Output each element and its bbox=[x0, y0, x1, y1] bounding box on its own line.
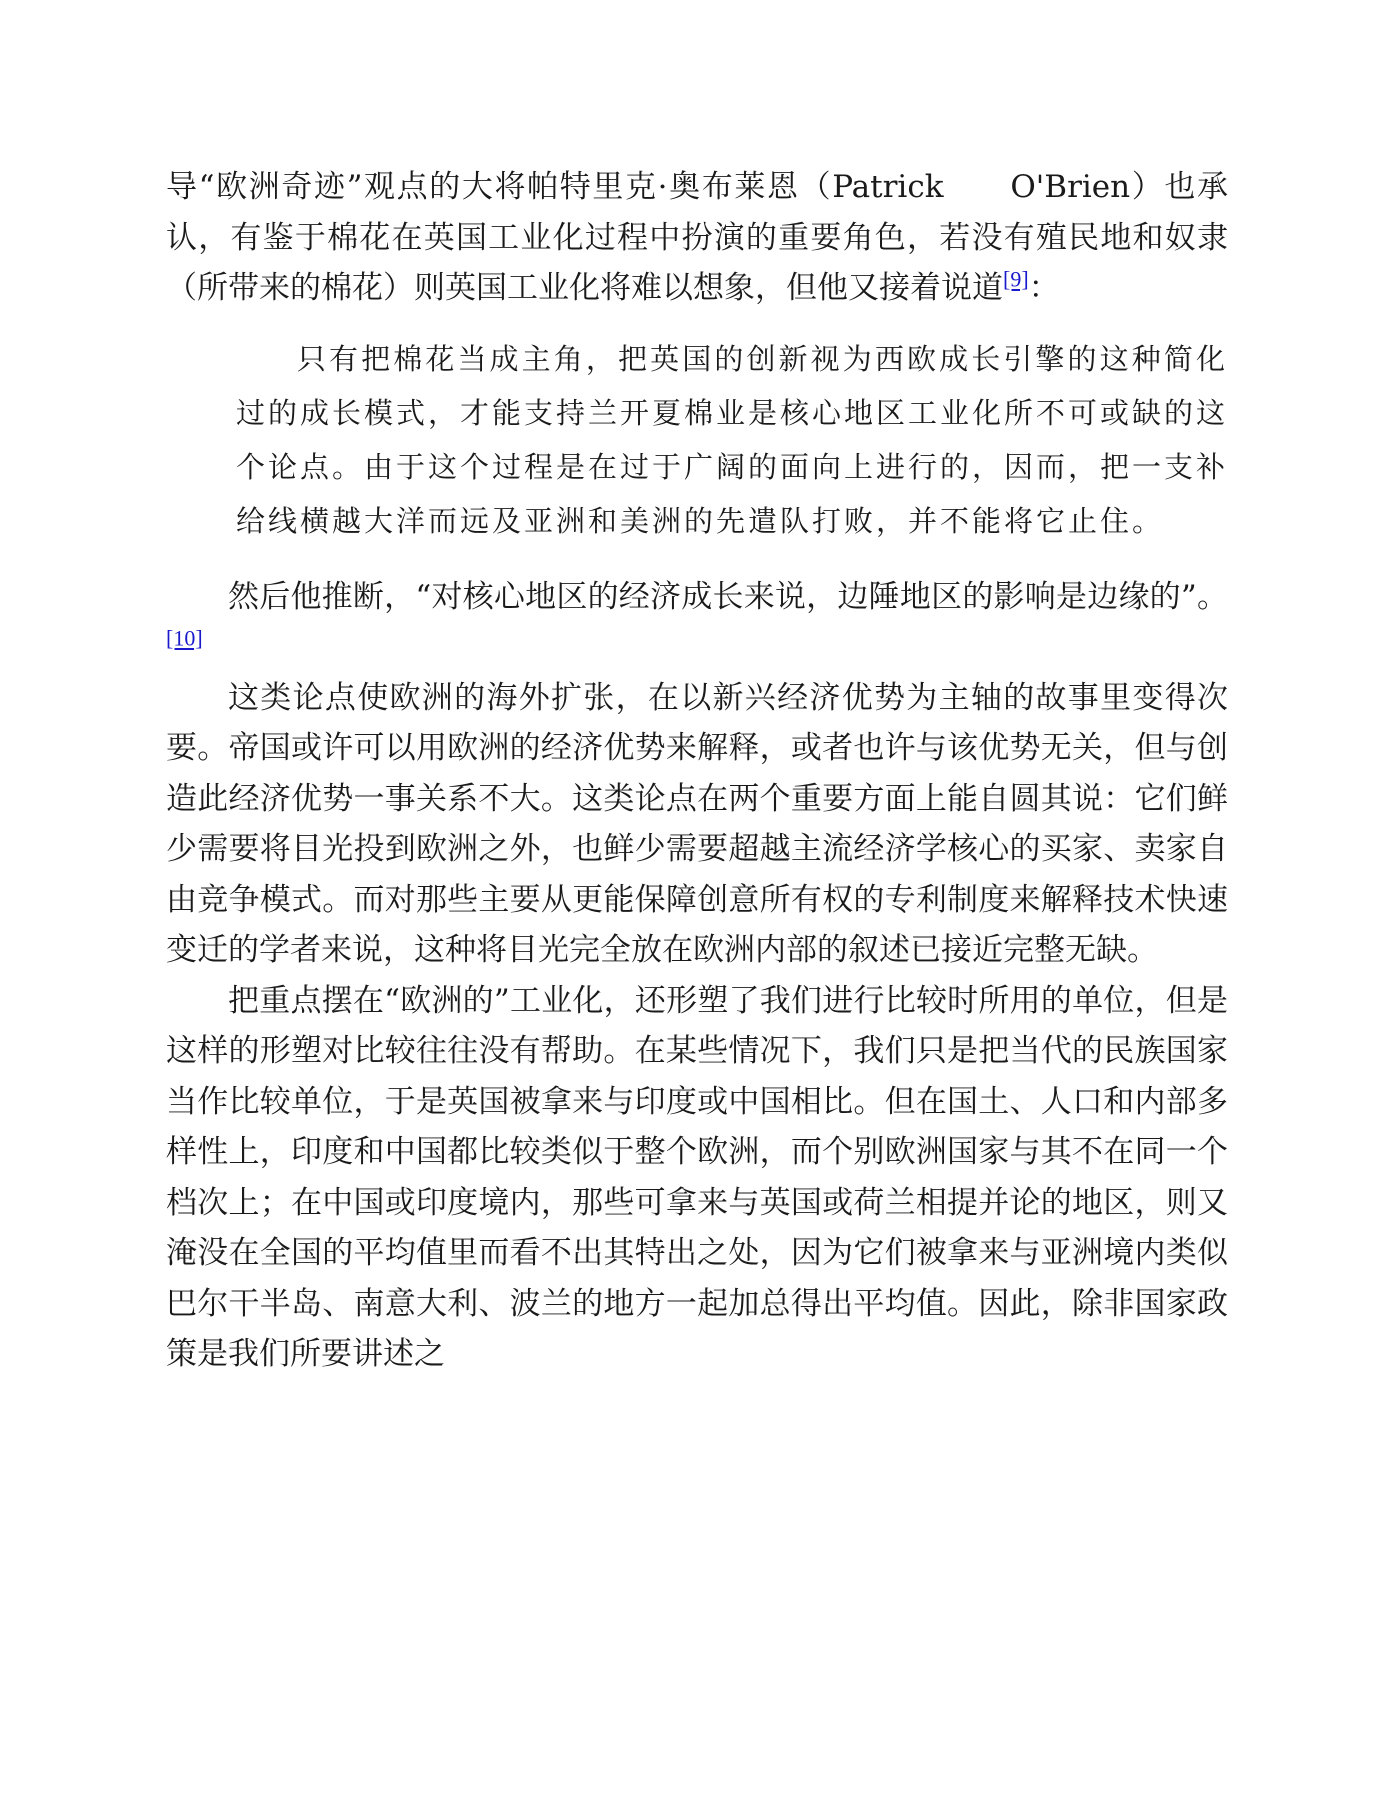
paragraph-2-text: 然后他推断，“对核心地区的经济成长来说，边陲地区的影响是边缘的”。 bbox=[228, 578, 1228, 615]
footnote-ref-10[interactable]: [10] bbox=[166, 625, 203, 651]
paragraph-1-text: 导“欧洲奇迹”观点的大将帕特里克·奥布莱恩（Patrick O'Brien）也承认，有鉴于棉花在英国工业化过程中扮演的重要角色，若没有殖民地和奴隶（所带来的棉花）则英国工业化将难以想象，但他又接着说道 bbox=[166, 169, 1228, 306]
paragraph-3: 这类论点使欧洲的海外扩张，在以新兴经济优势为主轴的故事里变得次要。帝国或许可以用欧洲的经济优势来解释，或者也许与该优势无关，但与创造此经济优势一事关系不大。这类论点在两个重要方面上能自圆其说：它们鲜少需要将目光投到欧洲之外，也鲜少需要超越主流经济学核心的买家、卖家自由竞争模式。而对那些主要从更能保障创意所有权的专利制度来解释技术快速变迁的学者来说，这种将目光完全放在欧洲内部的叙述已接近完整无缺。 bbox=[166, 679, 1228, 968]
footnote-ref-9[interactable]: [9] bbox=[1003, 266, 1029, 292]
paragraph-1-tail: ： bbox=[1028, 270, 1060, 306]
paragraph-4: 把重点摆在“欧洲的”工业化，还形塑了我们进行比较时所用的单位，但是这样的形塑对比较往往没有帮助。在某些情况下，我们只是把当代的民族国家当作比较单位，于是英国被拿来与印度或中国相比。但在国土、人口和内部多样性上，印度和中国都比较类似于整个欧洲，而个别欧洲国家与其不在同一个档次上；在中国或印度境内，那些可拿来与英国或荷兰相提并论的地区，则又淹没在全国的平均值里而看不出其特出之处，因为它们被拿来与亚洲境内类似巴尔干半岛、南意大利、波兰的地方一起加总得出平均值。因此，除非国家政策是我们所要讲述之 bbox=[166, 982, 1228, 1372]
paragraph-2 bbox=[166, 572, 1228, 673]
page-content bbox=[166, 162, 1228, 1380]
paragraph-1 bbox=[166, 162, 1228, 314]
block-quote: 只有把棉花当成主角，把英国的创新视为西欧成长引擎的这种简化过的成长模式，才能支持兰开夏棉业是核心地区工业化所不可或缺的这个论点。由于这个过程是在过于广阔的面向上进行的，因而，把一支补给线横越大洋而远及亚洲和美洲的先遣队打败，并不能将它止住。 bbox=[236, 341, 1229, 538]
